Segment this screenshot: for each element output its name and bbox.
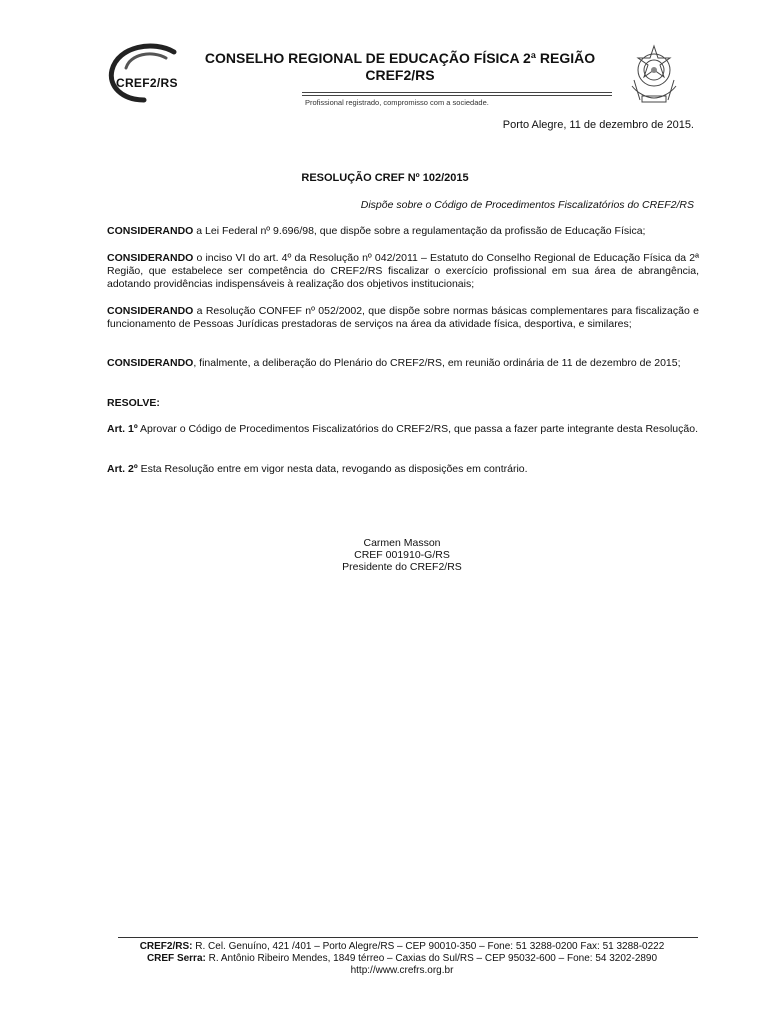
signatory-name: Carmen Masson (363, 537, 441, 549)
footer-text: R. Cel. Genuíno, 421 /401 – Porto Alegre/RS – CEP 90010-350 – Fone: 51 3288-0200 Fax: 51 3288-0222 (192, 941, 665, 952)
paragraph-text: a Lei Federal nº 9.696/98, que dispõe sobre a regulamentação da profissão de Educação Física; (193, 225, 646, 237)
signatory-registration: CREF 001910-G/RS (354, 549, 450, 561)
footer-lead: CREF Serra: (146, 953, 206, 964)
considerando-paragraph (107, 357, 699, 370)
cref-logo (104, 42, 186, 104)
paragraph-lead: CONSIDERANDO (107, 305, 194, 317)
footer-divider (118, 937, 698, 938)
footer-address-serra (0, 953, 770, 965)
header-tagline: Profissional registrado, compromisso com a sociedade. (305, 98, 489, 107)
considerando-paragraph (107, 225, 699, 238)
paragraph-lead: CONSIDERANDO (107, 357, 194, 369)
article-lead: Art. 2º (107, 463, 138, 475)
document-date: Porto Alegre, 11 de dezembro de 2015. (502, 119, 694, 131)
paragraph-lead: CONSIDERANDO (107, 225, 194, 237)
considerando-paragraph (107, 305, 699, 331)
header-divider (302, 92, 612, 93)
resolution-title: RESOLUÇÃO CREF Nº 102/2015 (301, 172, 469, 184)
resolution-subject: Dispõe sobre o Código de Procedimentos Fiscalizatórios do CREF2/RS (360, 199, 694, 211)
header-title-line2: CREF2/RS (365, 67, 435, 83)
article-lead: Art. 1º (107, 423, 138, 435)
paragraph-text: o inciso VI do art. 4º da Resolução nº 042/2011 – Estatuto do Conselho Regional de Educação Física da 2ª Região, que estabelece ser competência do CREF2/RS fiscalizar o exercício profissional em sua área de abrangência, adotando providências indispensáveis à realização dos objetivos institucionais; (107, 252, 699, 290)
header-title-line1: CONSELHO REGIONAL DE EDUCAÇÃO FÍSICA 2ª REGIÃO (204, 50, 596, 66)
footer-text: R. Antônio Ribeiro Mendes, 1849 térreo – Caxias do Sul/RS – CEP 95032-600 – Fone: 54 3202-2890 (205, 953, 658, 964)
article-text: Aprovar o Código de Procedimentos Fiscalizatórios do CREF2/RS, que passa a fazer parte integrante desta Resolução. (137, 423, 698, 435)
resolve-heading (107, 397, 699, 410)
footer-address-main (0, 941, 770, 953)
paragraph-lead: CONSIDERANDO (107, 252, 194, 264)
signature-block (0, 537, 770, 573)
footer (0, 941, 770, 977)
article-text: Esta Resolução entre em vigor nesta data, revogando as disposições em contrário. (137, 463, 528, 475)
signatory-role: Presidente do CREF2/RS (342, 561, 462, 573)
brazil-coat-of-arms-icon (620, 40, 688, 108)
article-paragraph (107, 463, 699, 476)
footer-lead: CREF2/RS: (139, 941, 193, 952)
paragraph-text: , finalmente, a deliberação do Plenário do CREF2/RS, em reunião ordinária de 11 de dezembro de 2015; (193, 357, 681, 369)
header-divider (302, 95, 612, 96)
header-title (200, 50, 600, 84)
resolve-label: RESOLVE: (107, 397, 160, 409)
paragraph-text: a Resolução CONFEF nº 052/2002, que dispõe sobre normas básicas complementares para fiscalização e funcionamento de Pessoas Jurídicas prestadoras de serviços na área da atividade física, desportiva, e similares; (107, 305, 699, 330)
considerando-paragraph (107, 252, 699, 291)
footer-website: http://www.crefrs.org.br (350, 965, 454, 976)
logo-text: CREF2/RS (116, 76, 178, 90)
cref-swirl-icon (104, 42, 186, 104)
article-paragraph (107, 423, 699, 436)
